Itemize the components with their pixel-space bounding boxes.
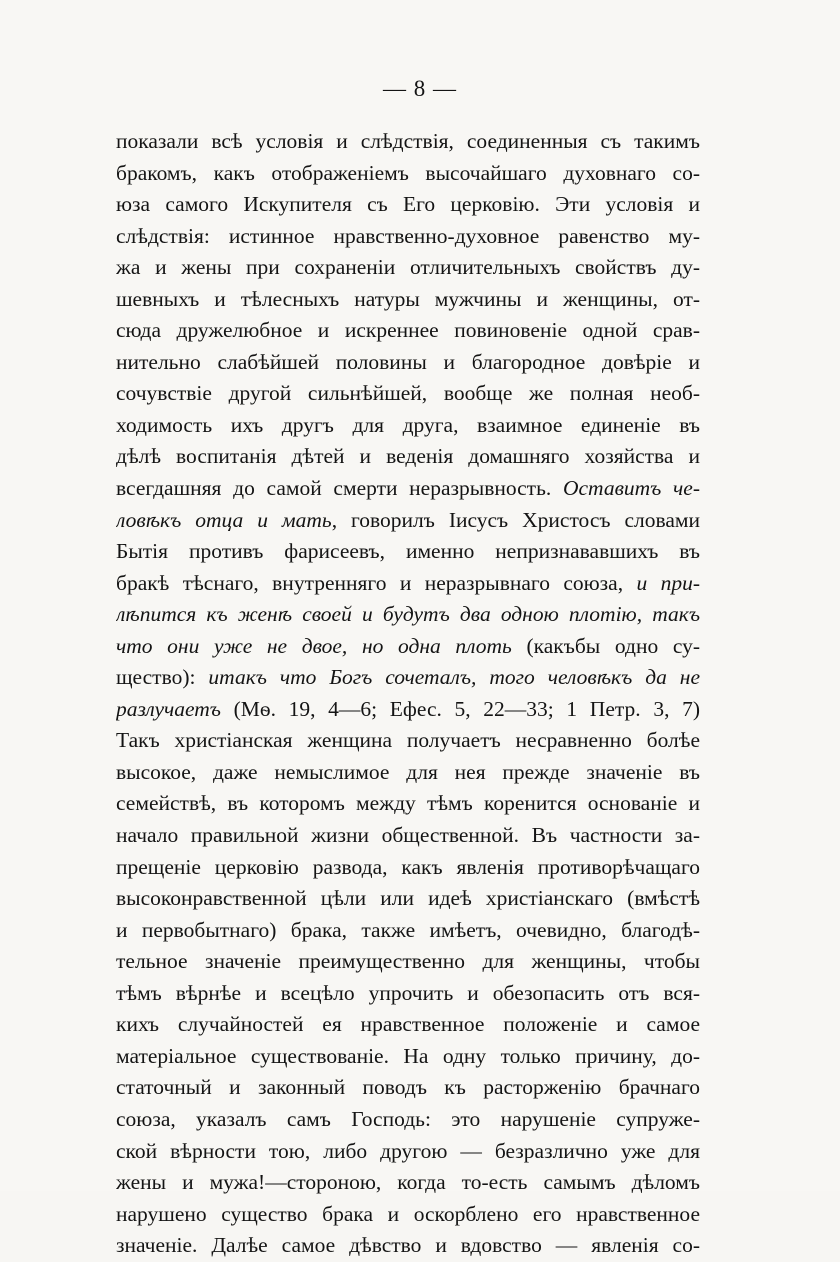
italic-quote-segment: Оставитъ че- (562, 476, 700, 501)
text-segment: союза, указалъ самъ Господь: это нарушеніе супруже- (116, 1106, 700, 1131)
text-line (116, 1104, 700, 1136)
text-segment: тѣмъ вѣрнѣе и всецѣло упрочить и обезопасить отъ вся- (116, 980, 700, 1005)
text-segment: прещеніе церковію развода, какъ явленія противорѣчащаго (116, 854, 700, 879)
text-line (116, 631, 700, 663)
text-segment: бракѣ тѣснаго, внутренняго и неразрывнаго союза, (116, 570, 637, 595)
page-number: — 8 — (383, 76, 457, 101)
text-segment: нительно слабѣйшей половины и благородное довѣріе и (116, 349, 700, 374)
italic-quote-segment: итакъ что Богъ сочеталъ, того человѣкъ да не (208, 665, 700, 690)
text-segment: Бытія противъ фарисеевъ, именно непризнававшихъ въ (116, 539, 700, 564)
text-line (116, 473, 700, 505)
text-line (116, 410, 700, 442)
text-segment: слѣдствія: истинное нравственно-духовное равенство му- (116, 223, 700, 248)
italic-quote-segment: ловѣкъ отца и мать (116, 507, 332, 532)
text-segment: юза самого Искупителя съ Его церковію. Эти условія и (116, 192, 700, 217)
text-line (116, 946, 700, 978)
italic-quote-segment: лѣпится къ женѣ своей и будутъ два одною плотію, такъ (116, 602, 700, 627)
text-line (116, 1041, 700, 1073)
text-segment: сочувствіе другой сильнѣйшей, вообще же полная необ- (116, 381, 700, 406)
text-segment: сюда дружелюбное и искреннее повиновеніе одной срав- (116, 318, 700, 343)
text-segment: дѣлѣ воспитанія дѣтей и веденія домашняго хозяйства и (116, 444, 700, 469)
italic-quote-segment: разлучаетъ (116, 696, 221, 721)
text-segment: жены и мужа!—стороною, когда то-есть самымъ дѣломъ (116, 1170, 700, 1195)
text-segment: значеніе. Далѣе самое дѣвство и вдовство — явленія со- (116, 1233, 700, 1258)
text-segment: высокое, даже немыслимое для нея прежде значеніе въ (116, 759, 700, 784)
text-segment: кихъ случайностей ея нравственное положеніе и самое (116, 1012, 700, 1037)
text-line (116, 1072, 700, 1104)
text-line (116, 1136, 700, 1168)
text-line (116, 221, 700, 253)
text-line (116, 1199, 700, 1231)
text-line (116, 126, 700, 158)
text-line (116, 505, 700, 537)
text-segment: тельное значеніе преимущественно для женщины, чтобы (116, 949, 700, 974)
text-line (116, 599, 700, 631)
text-segment: начало правильной жизни общественной. Въ частности за- (116, 823, 700, 848)
text-line (116, 1167, 700, 1199)
text-segment: и первобытнаго) брака, также имѣетъ, очевидно, благодѣ- (116, 917, 700, 942)
text-line (116, 158, 700, 190)
text-segment: щество): (116, 665, 209, 690)
text-segment: ской вѣрности тою, либо другою — безразлично уже для (116, 1138, 700, 1163)
text-segment: матеріальное существованіе. На одну только причину, до- (116, 1043, 700, 1068)
text-segment: высоконравственной цѣли или идеѣ христіанскаго (вмѣстѣ (116, 886, 700, 911)
text-segment: (Мѳ. 19, 4—6; Ефес. 5, 22—33; 1 Петр. 3, 7) (220, 696, 700, 721)
text-segment: показали всѣ условія и слѣдствія, соединенныя съ такимъ (116, 129, 700, 153)
text-line (116, 694, 700, 726)
text-line (116, 662, 700, 694)
text-line (116, 441, 700, 473)
text-segment: статочный и законный поводъ къ расторженію брачнаго (116, 1075, 700, 1100)
text-line (116, 378, 700, 410)
text-line (116, 757, 700, 789)
text-segment: семействѣ, въ которомъ между тѣмъ коренится основаніе и (116, 791, 700, 816)
text-line (116, 788, 700, 820)
italic-quote-segment: и при- (636, 570, 700, 595)
text-line (116, 820, 700, 852)
body-text (116, 126, 700, 1262)
text-line (116, 315, 700, 347)
text-line (116, 915, 700, 947)
text-line (116, 883, 700, 915)
text-segment: Такъ христіанская женщина получаетъ несравненно болѣе (116, 728, 700, 753)
text-line (116, 978, 700, 1010)
text-line (116, 1009, 700, 1041)
text-line (116, 284, 700, 316)
text-line (116, 536, 700, 568)
italic-quote-segment: что они уже не двое, но одна плоть (116, 633, 512, 658)
text-line (116, 189, 700, 221)
text-segment: жа и жены при сохраненіи отличительныхъ свойствъ ду- (116, 255, 700, 280)
text-line (116, 347, 700, 379)
text-line (116, 852, 700, 884)
text-line (116, 568, 700, 600)
text-segment: (какъбы одно су- (511, 633, 700, 658)
text-segment: нарушено существо брака и оскорблено его нравственное (116, 1201, 700, 1226)
text-segment: бракомъ, какъ отображеніемъ высочайшаго духовнаго со- (116, 160, 700, 185)
text-line (116, 252, 700, 284)
text-segment: ходимость ихъ другъ для друга, взаимное единеніе въ (116, 412, 700, 437)
text-segment: , говорилъ Іисусъ Христосъ словами (331, 507, 700, 532)
text-line (116, 725, 700, 757)
text-line (116, 1230, 700, 1262)
text-segment: шевныхъ и тѣлесныхъ натуры мужчины и женщины, от- (116, 286, 700, 311)
text-segment: всегдашняя до самой смерти неразрывность. (116, 476, 563, 501)
